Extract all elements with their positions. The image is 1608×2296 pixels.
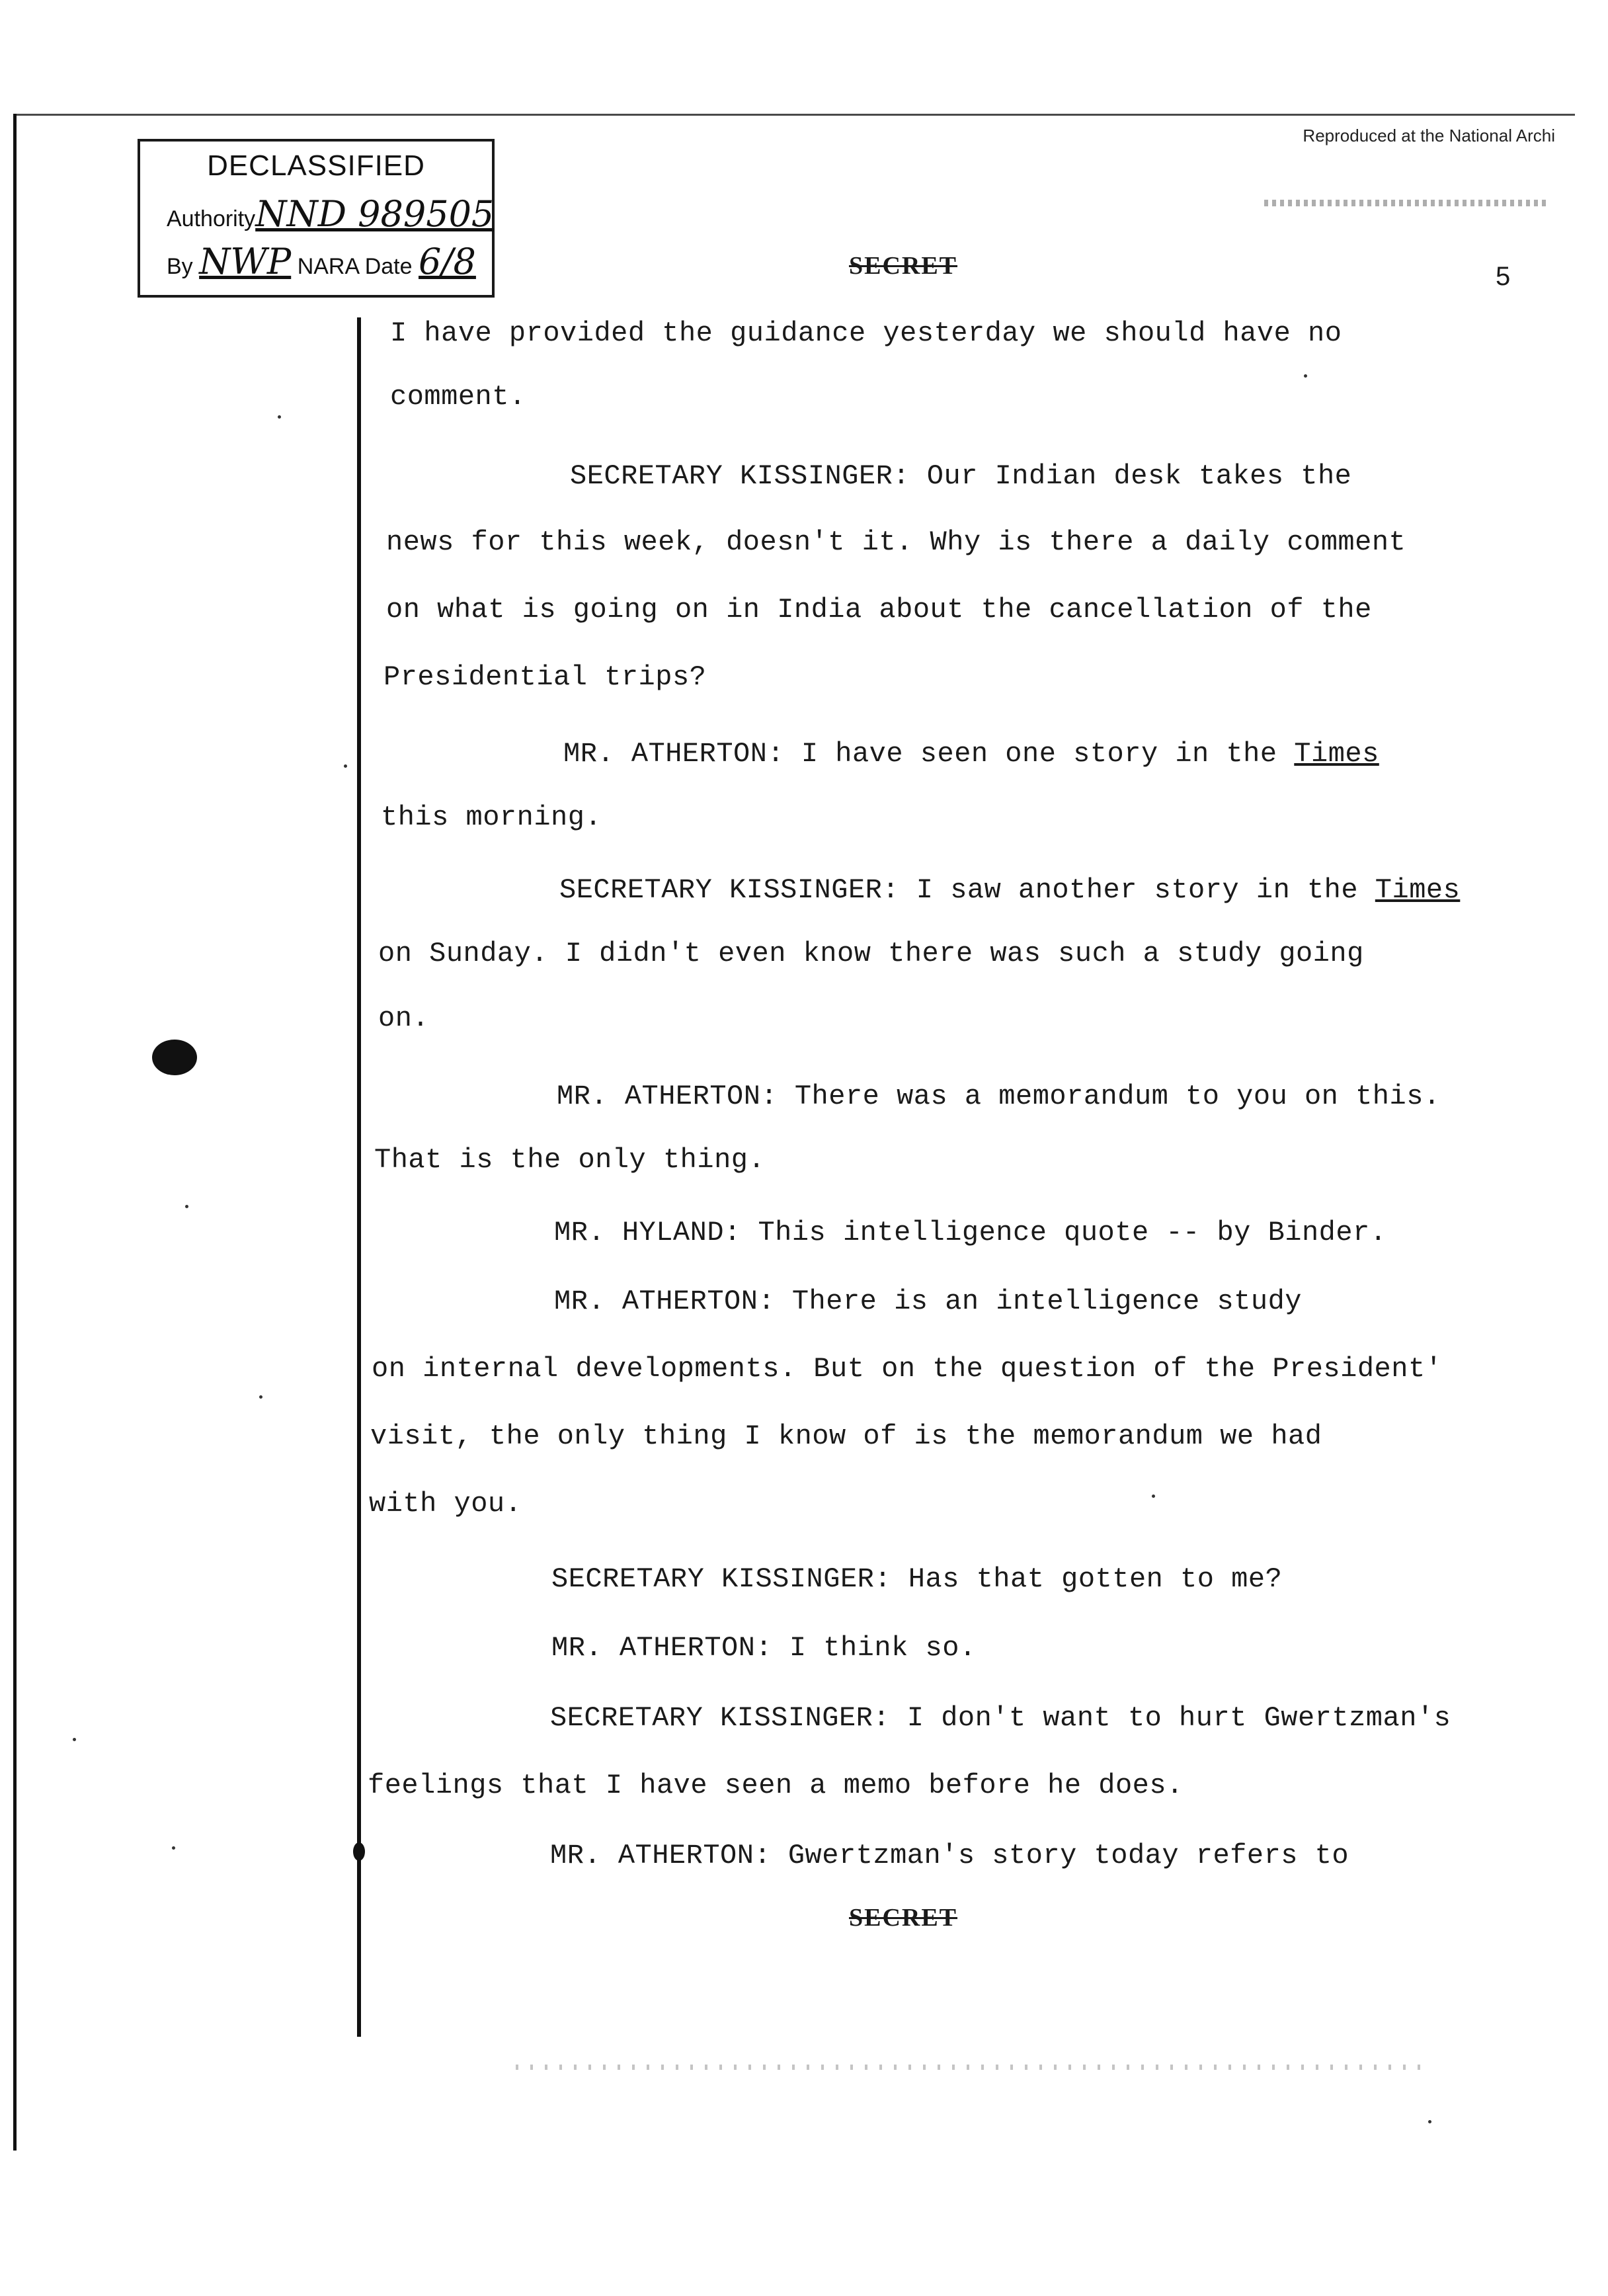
stamp-date-label: NARA Date [297, 254, 413, 279]
classification-header: SECRET [848, 252, 958, 280]
margin-line [357, 317, 361, 2037]
speck [185, 1205, 188, 1208]
speck [172, 1846, 175, 1850]
line-text: MR. ATHERTON: I have seen one story in the [563, 738, 1295, 770]
text-line: comment. [390, 381, 526, 413]
text-line: on Sunday. I didn't even know there was such a study going [378, 938, 1364, 969]
speaker-line: MR. ATHERTON: I think so. [551, 1632, 977, 1664]
scan-top-border [15, 114, 1575, 116]
text-line: visit, the only thing I know of is the memorandum we had [370, 1420, 1322, 1452]
times-reference: Times [1294, 738, 1379, 770]
stamp-authority-label: Authority [167, 206, 256, 231]
page-number: 5 [1496, 262, 1511, 291]
speaker-line: MR. ATHERTON: There is an intelligence study [554, 1286, 1302, 1317]
stamp-authority [167, 193, 494, 235]
classification-footer: SECRET [848, 1904, 958, 1932]
speck [1304, 374, 1307, 378]
speck [1428, 2120, 1431, 2123]
text-line: this morning. [381, 801, 602, 833]
times-reference: Times [1375, 874, 1461, 906]
margin-mark [353, 1842, 365, 1861]
scan-smudge [1264, 200, 1548, 206]
speaker-line [559, 874, 1460, 906]
scan-noise [516, 2065, 1428, 2070]
ink-blot [152, 1040, 197, 1075]
text-line: I have provided the guidance yesterday we should have no [390, 317, 1342, 349]
speaker-line: SECRETARY KISSINGER: Our Indian desk takes the [570, 460, 1352, 492]
speaker-line: MR. ATHERTON: Gwertzman's story today refers to [550, 1840, 1349, 1871]
scan-left-border [13, 114, 17, 2151]
stamp-authority-value: NND 989505 [255, 193, 495, 235]
reproduced-note: Reproduced at the National Archi [1303, 126, 1555, 145]
stamp-by-value: NWP [199, 241, 292, 282]
stamp-title: DECLASSIFIED [207, 149, 425, 182]
text-line: on internal developments. But on the question of the President' [372, 1353, 1443, 1385]
text-line: on. [378, 1003, 430, 1034]
text-line: That is the only thing. [374, 1144, 766, 1176]
text-line: Presidential trips? [383, 661, 707, 693]
speaker-line: MR. ATHERTON: There was a memorandum to you on this. [557, 1081, 1441, 1112]
speaker-line: SECRETARY KISSINGER: I don't want to hurt Gwertzman's [550, 1702, 1451, 1734]
text-line: news for this week, doesn't it. Why is there a daily comment [386, 526, 1406, 558]
speaker-line: MR. HYLAND: This intelligence quote -- by Binder. [554, 1217, 1387, 1249]
stamp-date-value: 6/8 [419, 241, 476, 282]
speck [73, 1738, 76, 1741]
speck [1152, 1495, 1155, 1498]
line-text: SECRETARY KISSINGER: I saw another story in the [559, 874, 1375, 906]
speck [344, 764, 347, 768]
stamp-by-label: By [167, 254, 193, 279]
text-line: on what is going on in India about the cancellation of the [386, 594, 1372, 626]
speaker-line: SECRETARY KISSINGER: Has that gotten to me? [551, 1563, 1283, 1595]
speck [278, 415, 281, 419]
text-line: feelings that I have seen a memo before he does. [368, 1770, 1184, 1801]
text-line: with you. [369, 1488, 522, 1520]
speck [259, 1395, 262, 1399]
speaker-line [563, 738, 1379, 770]
